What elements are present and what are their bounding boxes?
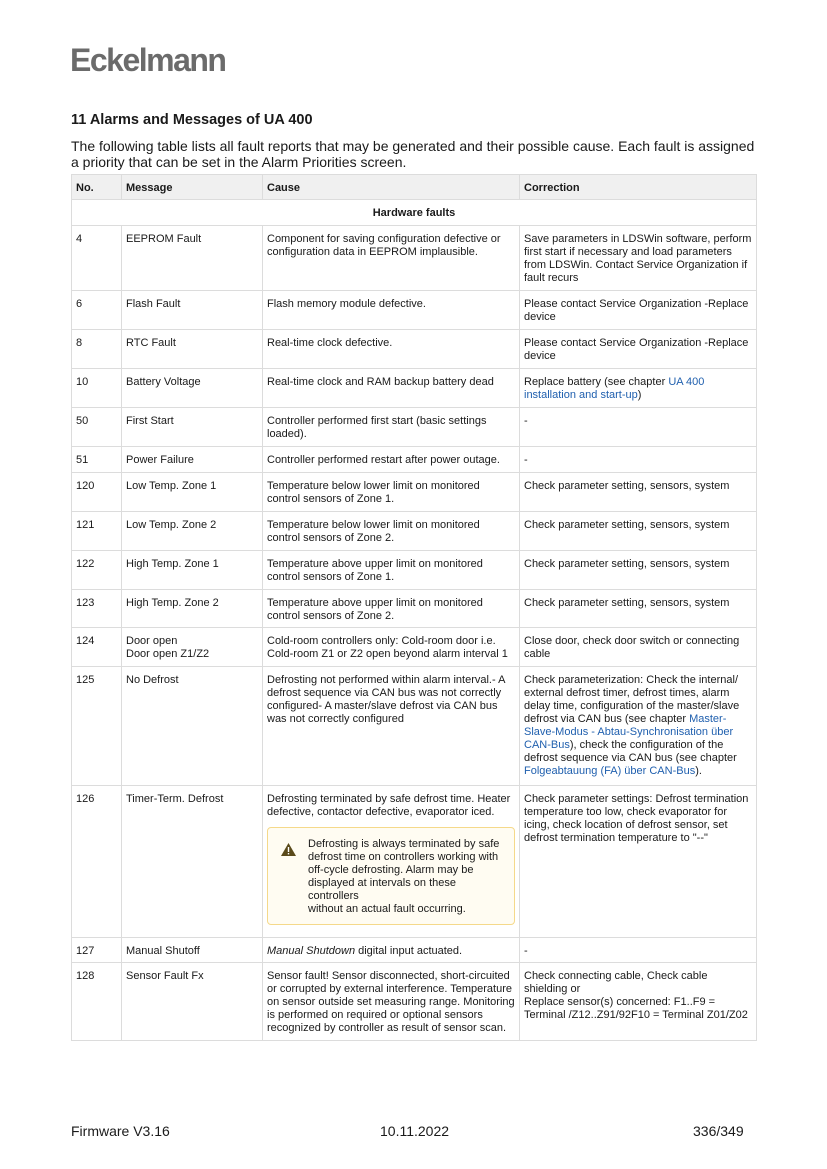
cell-no: 123 xyxy=(72,590,122,628)
cell-no: 6 xyxy=(72,291,122,330)
cell-no: 4 xyxy=(72,226,122,291)
cell-message: Timer-Term. Defrost xyxy=(122,786,263,938)
cell-cause xyxy=(263,369,520,408)
footer-firmware: Firmware V3.16 xyxy=(71,1123,170,1139)
table-row xyxy=(72,291,757,330)
cell-no: 127 xyxy=(72,938,122,963)
text-segment: - xyxy=(524,415,528,427)
chapter-link[interactable]: Folgeabtauung (FA) über CAN-Bus xyxy=(524,765,696,777)
text-segment: Cold-room controllers only: Cold-room door i.e. Cold-room Z1 or Z2 open beyond alarm interval 1 xyxy=(267,635,508,660)
cell-cause xyxy=(263,447,520,473)
text-segment: Please contact Service Organization -Replace device xyxy=(524,298,749,323)
text-segment: Check connecting cable, Check cable shielding or Replace sensor(s) concerned: F1..F9 = Terminal /Z12..Z91/92F10 = Terminal Z01/Z02 xyxy=(524,970,748,1021)
text-segment: Replace battery (see chapter xyxy=(524,376,669,388)
cell-no: 122 xyxy=(72,551,122,590)
cell-cause xyxy=(263,226,520,291)
cell-no: 8 xyxy=(72,330,122,369)
cell-correction xyxy=(520,628,757,667)
cell-no: 128 xyxy=(72,963,122,1041)
cell-correction xyxy=(520,447,757,473)
text-segment: ). xyxy=(695,765,702,777)
text-segment: Real-time clock defective. xyxy=(267,337,393,349)
text-segment: Flash memory module defective. xyxy=(267,298,426,310)
text-segment: Sensor fault! Sensor disconnected, short-circuited or corrupted by external interference. Temperature on sensor outside set measuring range. Monitoring is performed on required or optional sensors recognized by controller as result of sensor scan. xyxy=(267,970,515,1034)
cell-message: High Temp. Zone 2 xyxy=(122,590,263,628)
text-segment: Check parameter setting, sensors, system xyxy=(524,480,730,492)
col-no: No. xyxy=(72,175,122,200)
table-row xyxy=(72,447,757,473)
cell-correction xyxy=(520,551,757,590)
text-segment: - xyxy=(524,454,528,466)
table-row xyxy=(72,551,757,590)
cell-cause xyxy=(263,667,520,786)
cell-correction xyxy=(520,330,757,369)
table-row xyxy=(72,628,757,667)
cell-message: First Start xyxy=(122,408,263,447)
cell-message: Power Failure xyxy=(122,447,263,473)
cell-message: Low Temp. Zone 1 xyxy=(122,473,263,512)
eckelmann-logo: Eckelmann xyxy=(70,42,226,78)
text-segment: Temperature below lower limit on monitored control sensors of Zone 2. xyxy=(267,519,480,544)
cell-correction xyxy=(520,590,757,628)
table-row xyxy=(72,473,757,512)
col-correction: Correction xyxy=(520,175,757,200)
cell-no: 10 xyxy=(72,369,122,408)
cell-correction xyxy=(520,369,757,408)
cell-correction xyxy=(520,938,757,963)
table-row xyxy=(72,786,757,938)
cell-message: Door open Door open Z1/Z2 xyxy=(122,628,263,667)
cell-correction xyxy=(520,473,757,512)
table-row xyxy=(72,369,757,408)
intro-text: The following table lists all fault reports that may be generated and their possible cause. Each fault is assigned a priority that can be set in the Alarm Priorities screen. xyxy=(71,138,755,170)
cell-message: High Temp. Zone 1 xyxy=(122,551,263,590)
cell-message: Low Temp. Zone 2 xyxy=(122,512,263,551)
alarms-table xyxy=(71,174,757,1041)
text-segment: - xyxy=(524,945,528,957)
cell-cause xyxy=(263,330,520,369)
group-label: Hardware faults xyxy=(72,200,757,226)
text-segment: Defrosting terminated by safe defrost time. Heater defective, contactor defective, evaporator iced. xyxy=(267,793,511,818)
table-row xyxy=(72,667,757,786)
cell-correction xyxy=(520,667,757,786)
text-segment: Temperature above upper limit on monitored control sensors of Zone 1. xyxy=(267,558,483,583)
cell-correction xyxy=(520,512,757,551)
warning-text: Defrosting is always terminated by safe defrost time on controllers working with off-cycle defrosting. Alarm may be displayed at intervals on these controllers without an actual fault occurring. xyxy=(308,838,500,915)
footer-page: 336/349 xyxy=(693,1123,744,1139)
table-row xyxy=(72,408,757,447)
chapter-link[interactable]: UA 400 installation and start-up xyxy=(524,376,705,401)
cell-correction xyxy=(520,291,757,330)
text-segment: digital input actuated. xyxy=(355,945,463,957)
cell-no: 50 xyxy=(72,408,122,447)
cell-message: Manual Shutoff xyxy=(122,938,263,963)
table-row xyxy=(72,963,757,1041)
cell-cause xyxy=(263,512,520,551)
cell-message: Flash Fault xyxy=(122,291,263,330)
text-segment: ) xyxy=(637,389,642,401)
cell-cause xyxy=(263,291,520,330)
table-row xyxy=(72,226,757,291)
cell-message: RTC Fault xyxy=(122,330,263,369)
text-segment: Temperature above upper limit on monitored control sensors of Zone 2. xyxy=(267,597,483,622)
cell-cause xyxy=(263,628,520,667)
text-segment: ), check the configuration of the defrost sequence via CAN bus (see chapter xyxy=(524,739,737,764)
cell-no: 124 xyxy=(72,628,122,667)
warning-note xyxy=(267,827,515,925)
text-segment: Component for saving configuration defective or configuration data in EEPROM implausible. xyxy=(267,233,501,258)
text-segment: Please contact Service Organization -Replace device xyxy=(524,337,749,362)
table-row xyxy=(72,938,757,963)
cell-cause xyxy=(263,590,520,628)
text-segment: Check parameter setting, sensors, system xyxy=(524,519,730,531)
text-segment: Check parameter setting, sensors, system xyxy=(524,597,730,609)
table-header-row xyxy=(72,175,757,200)
cell-cause xyxy=(263,938,520,963)
cell-cause xyxy=(263,551,520,590)
section-title: 11 Alarms and Messages of UA 400 xyxy=(71,112,313,128)
group-row xyxy=(72,200,757,226)
cell-correction xyxy=(520,786,757,938)
cell-cause xyxy=(263,473,520,512)
text-segment: Close door, check door switch or connecting cable xyxy=(524,635,740,660)
cell-no: 125 xyxy=(72,667,122,786)
cell-correction xyxy=(520,963,757,1041)
text-segment: Temperature below lower limit on monitored control sensors of Zone 1. xyxy=(267,480,480,505)
text-segment: Check parameter settings: Defrost termination temperature too low, check evaporator for icing, check location of defrost sensor, set defrost termination temperature to "--" xyxy=(524,793,749,844)
col-message: Message xyxy=(122,175,263,200)
chapter-link[interactable]: Master-Slave-Modus - Abtau-Synchronisation über CAN-Bus xyxy=(524,713,734,751)
text-segment: Real-time clock and RAM backup battery dead xyxy=(267,376,494,388)
text-segment: Manual Shutdown xyxy=(267,945,356,957)
cell-correction xyxy=(520,408,757,447)
cell-message: Battery Voltage xyxy=(122,369,263,408)
text-segment: Check parameterization: Check the internal/ external defrost timer, defrost times, alarm delay time, configuration of the master/slave defrost via CAN bus (see chapter xyxy=(524,674,740,725)
cell-no: 121 xyxy=(72,512,122,551)
footer-date: 10.11.2022 xyxy=(380,1123,450,1139)
text-segment: Controller performed first start (basic settings loaded). xyxy=(267,415,487,440)
cell-message: Sensor Fault Fx xyxy=(122,963,263,1041)
text-segment: Save parameters in LDSWin software, perform first start if necessary and load parameters from LDSWin. Contact Service Organization if fault recurs xyxy=(524,233,752,284)
cell-cause xyxy=(263,786,520,938)
table-row xyxy=(72,590,757,628)
cell-cause xyxy=(263,408,520,447)
col-cause: Cause xyxy=(263,175,520,200)
table-row xyxy=(72,330,757,369)
cell-no: 120 xyxy=(72,473,122,512)
cell-message: EEPROM Fault xyxy=(122,226,263,291)
table-row xyxy=(72,512,757,551)
text-segment: Defrosting not performed within alarm interval.- A defrost sequence via CAN bus was not correctly configured- A master/slave defrost via CAN bus was not correctly configured xyxy=(267,674,505,725)
warning-icon xyxy=(281,843,296,856)
cell-cause xyxy=(263,963,520,1041)
cell-no: 51 xyxy=(72,447,122,473)
cell-message: No Defrost xyxy=(122,667,263,786)
text-segment: Check parameter setting, sensors, system xyxy=(524,558,730,570)
cell-correction xyxy=(520,226,757,291)
cell-no: 126 xyxy=(72,786,122,938)
text-segment: Controller performed restart after power outage. xyxy=(267,454,500,466)
